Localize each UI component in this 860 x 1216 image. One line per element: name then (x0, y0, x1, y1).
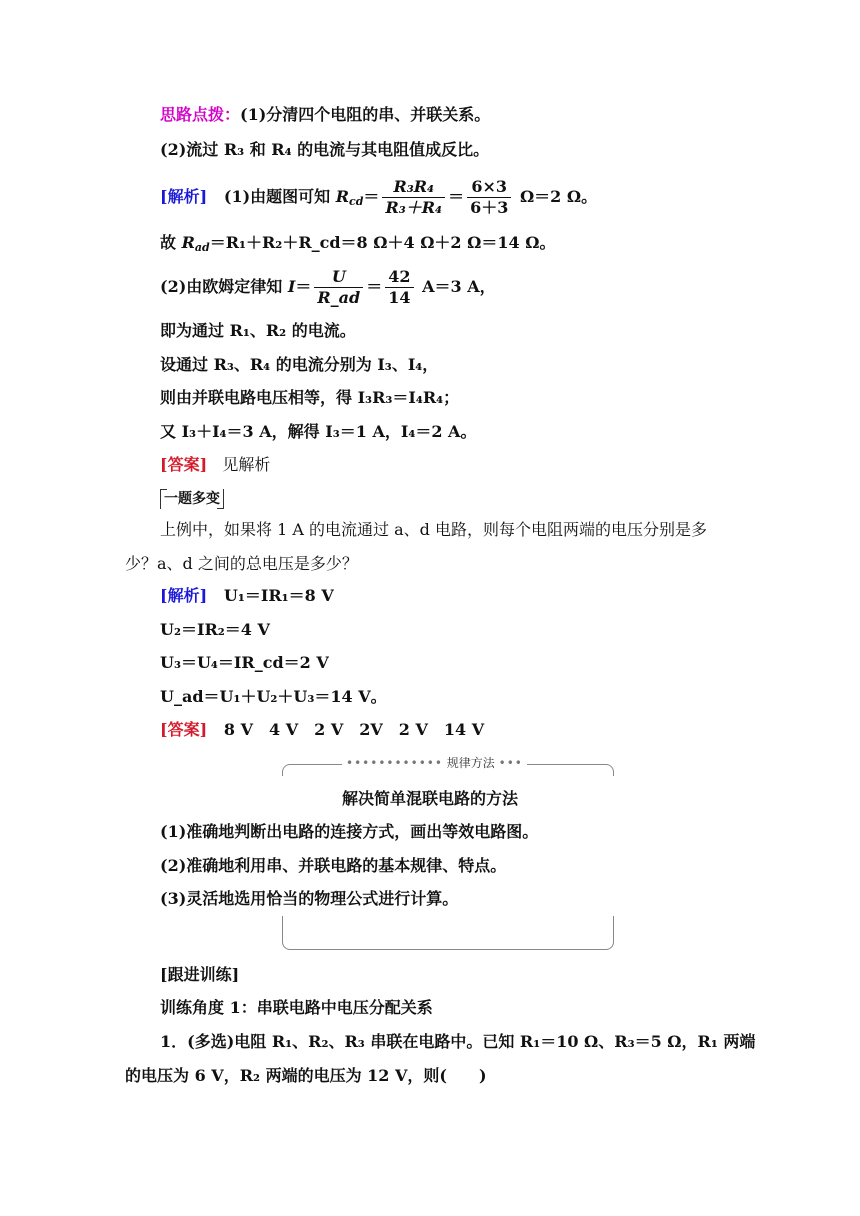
think-line-1 (160, 104, 490, 126)
analysis-line-1: [解析] (1)由题图可知 $R_{cd}=$ $\frac{\text{R₃R₄}}{\text{R₃＋R₄}}$ ＝ $\frac{6\times 3}{6+3}$ Ω＝2 Ω。 (160, 177, 598, 217)
method-item-3: (3)灵活地选用恰当的物理公式进行计算。 (160, 889, 459, 908)
variant-box-label: 一题多变 (160, 489, 224, 509)
think-text-1: (1)分清四个电阻的串、并联关系。 (240, 105, 491, 124)
variant-uad: U_ad＝U₁＋U₂＋U₃＝14 V。 (160, 687, 387, 706)
fraction-6x3: $\frac{6\times 3}{6+3}$ (467, 177, 511, 218)
variant-answer-line (160, 719, 484, 741)
method-item-2: (2)准确地利用串、并联电路的基本规律、特点。 (160, 856, 507, 875)
analysis-p3-prefix: (2)由欧姆定律知 (160, 277, 283, 296)
method-label: •••••••••••• 规律方法 ••• (342, 754, 527, 771)
variant-u2: U₂＝IR₂＝4 V (160, 620, 270, 639)
question-1-line-2: 的电压为 6 V，R₂ 两端的电压为 12 V，则( ) (125, 1066, 487, 1085)
fraction-42-14: $\frac{42}{14}$ (385, 267, 413, 308)
training-angle: 训练角度 1：串联电路中电压分配关系 (160, 998, 433, 1017)
analysis-line-7: 又 I₃＋I₄＝3 A，解得 I₃＝1 A，I₄＝2 A。 (160, 422, 477, 441)
analysis-p2: ＝R₁＋R₂＋R_cd＝8 Ω＋4 Ω＋2 Ω＝14 Ω。 (209, 233, 556, 252)
variant-u1: U₁＝IR₁＝8 V (223, 586, 334, 605)
fraction-u-rad: $\frac{U}{R\_ad}$ (314, 267, 363, 308)
variant-analysis-line-1 (160, 585, 334, 607)
method-item-1: (1)准确地判断出电路的连接方式，画出等效电路图。 (160, 822, 539, 841)
analysis-p1-prefix: (1)由题图可知 (223, 187, 331, 206)
answer-tag-1: [答案] (160, 455, 208, 474)
answer-text-1: 见解析 (222, 455, 271, 474)
analysis-line-3: (2)由欧姆定律知 I＝ $\frac{U}{R\_ad}$ ＝ $\frac{42}{14}$ A＝3 A， (160, 267, 496, 307)
question-1-line-1: 1．(多选)电阻 R₁、R₂、R₃ 串联在电路中。已知 R₁＝10 Ω、R₃＝5 Ω，R₁ 两端 (160, 1032, 756, 1051)
analysis-p1-result: Ω＝2 Ω。 (519, 187, 598, 206)
analysis-line-5: 设通过 R₃、R₄ 的电流分别为 I₃、I₄， (160, 355, 439, 374)
answer-line-1 (160, 454, 270, 476)
variant-question-line-1: 上例中，如果将 1 A 的电流通过 a、d 电路，则每个电阻两端的电压分别是多 (160, 520, 707, 539)
analysis-line-2: 故 $R_{ad}=R_1+R_2+R\_cd=8$ Ω＋4 Ω＋2 Ω＝14 Ω。 (160, 233, 556, 254)
variant-u3: U₃＝U₄＝IR_cd＝2 V (160, 653, 329, 672)
analysis-p3-result: A＝3 A， (422, 277, 496, 296)
method-title: 解决简单混联电路的方法 (341, 789, 518, 808)
variant-answer-text: 8 V 4 V 2 V 2V 2 V 14 V (223, 720, 485, 739)
analysis-tag: [解析] (160, 187, 208, 206)
fraction-r3r4: $\frac{\text{R₃R₄}}{\text{R₃＋R₄}}$ (382, 177, 445, 218)
analysis-line-6: 则由并联电路电压相等，得 I₃R₃＝I₄R₄； (160, 388, 460, 407)
think-line-2: (2)流过 R₃ 和 R₄ 的电流与其电阻值成反比。 (160, 140, 490, 159)
variant-question-line-2: 少？a、d 之间的总电压是多少？ (125, 554, 358, 573)
analysis-line-4: 即为通过 R₁、R₂ 的电流。 (160, 321, 356, 340)
variant-analysis-tag: [解析] (160, 586, 208, 605)
variant-answer-tag: [答案] (160, 720, 208, 739)
think-tag: 思路点拨： (160, 105, 241, 124)
training-header: [跟进训练] (160, 965, 240, 984)
